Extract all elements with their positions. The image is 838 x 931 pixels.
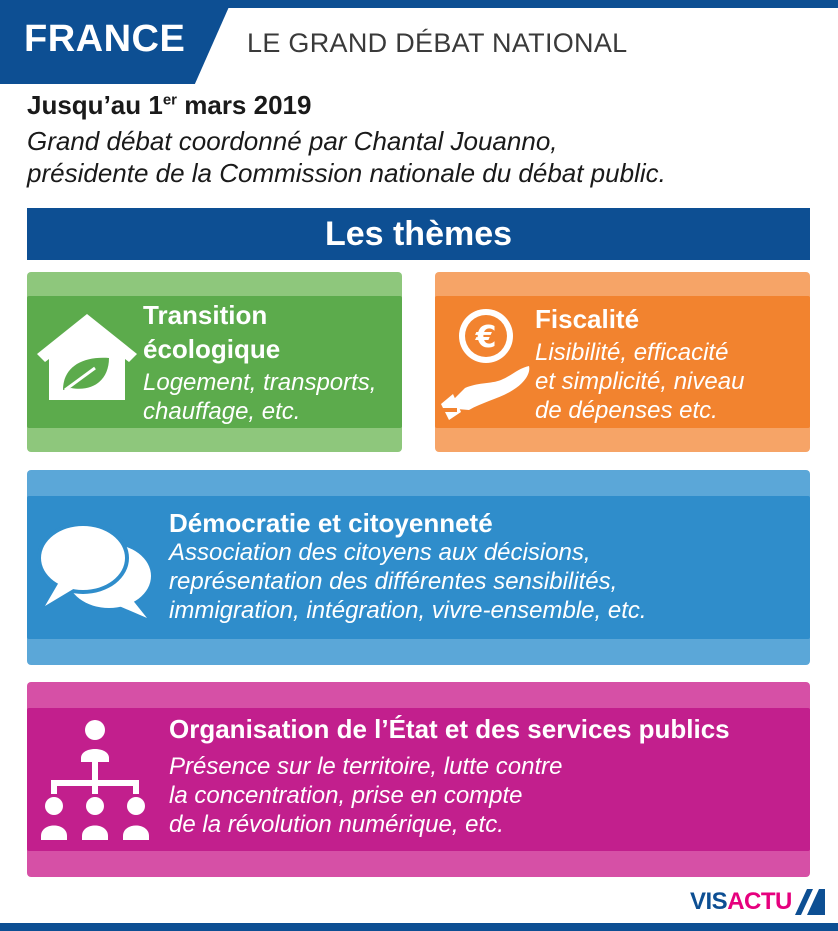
org-chart-icon — [35, 718, 155, 842]
theme-text-line: représentation des différentes sensibilités, — [169, 568, 618, 595]
theme-title — [535, 302, 639, 336]
theme-description — [169, 538, 647, 625]
date-prefix: Jusqu’au 1 — [27, 90, 163, 120]
svg-text:€: € — [475, 320, 497, 355]
visactu-logo — [690, 888, 825, 916]
themes-heading: Les thèmes — [324, 214, 513, 253]
theme-title-line: Organisation de l’État et des services publics — [169, 714, 730, 744]
theme-text-line: immigration, intégration, vivre-ensemble, etc. — [169, 597, 647, 624]
theme-title-line: écologique — [143, 334, 281, 364]
logo-part-2: ACTU — [727, 888, 792, 915]
theme-description — [535, 338, 744, 425]
date-sup: er — [162, 91, 178, 109]
theme-text-line: chauffage, etc. — [143, 398, 301, 425]
theme-text-line: la concentration, prise en compte — [169, 782, 523, 809]
theme-panel-taxation — [435, 272, 810, 452]
theme-title-line: Transition — [143, 300, 268, 330]
theme-description — [143, 368, 376, 426]
themes-banner — [27, 208, 810, 260]
theme-text-line: Présence sur le territoire, lutte contre — [169, 753, 563, 780]
date-suffix: mars 2019 — [177, 90, 312, 120]
theme-title — [169, 712, 730, 746]
theme-title — [169, 506, 493, 540]
logo-mark-icon — [795, 889, 825, 915]
house-leaf-icon — [33, 310, 141, 402]
date-line — [27, 90, 311, 121]
theme-text-line: de la révolution numérique, etc. — [169, 811, 504, 838]
theme-text-line: Logement, transports, — [143, 369, 377, 396]
theme-text-line: Lisibilité, efficacité — [535, 339, 729, 366]
theme-text-line: de dépenses etc. — [535, 397, 718, 424]
theme-panel-state-organisation — [27, 682, 810, 877]
description-line-1: Grand débat coordonné par Chantal Jouanno, — [27, 126, 558, 156]
theme-title-line: Démocratie et citoyenneté — [169, 508, 493, 538]
description-line-2: présidente de la Commission nationale du débat public. — [27, 158, 666, 188]
theme-panel-democracy — [27, 470, 810, 665]
logo-part-1: VIS — [690, 888, 728, 915]
bottom-bar — [0, 923, 838, 931]
theme-text-line: et simplicité, niveau — [535, 368, 745, 395]
header-title: LE GRAND DÉBAT NATIONAL — [247, 28, 628, 58]
theme-description — [169, 752, 563, 839]
speech-bubbles-icon — [35, 518, 157, 622]
theme-title-line: Fiscalité — [535, 304, 640, 334]
theme-title — [143, 298, 280, 366]
hand-euro-icon — [439, 304, 533, 422]
theme-panel-ecology — [27, 272, 402, 452]
theme-text-line: Association des citoyens aux décisions, — [169, 539, 591, 566]
country-label: FRANCE — [24, 18, 186, 60]
logo-text — [690, 888, 792, 916]
